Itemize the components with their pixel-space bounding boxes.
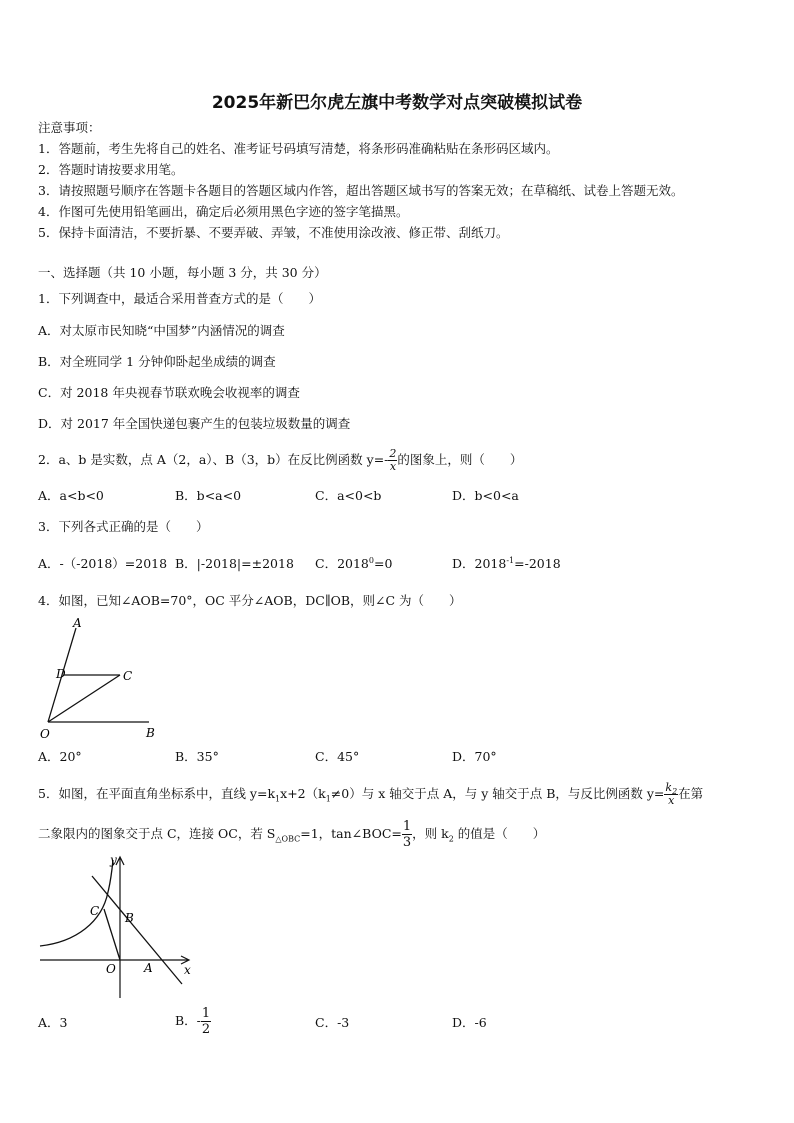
q5-stem-line2	[38, 817, 545, 851]
q2-stem-end: 的图象上，则（ ）	[397, 452, 523, 467]
q5-option-d: D．-6	[452, 1015, 487, 1030]
q5-sub: 1	[275, 794, 281, 804]
q4-option-a: A．20°	[38, 749, 82, 764]
q5-figure	[36, 852, 198, 1002]
q2-frac-num: 2	[389, 447, 397, 460]
q3-option-d-exp: -1	[506, 555, 515, 565]
q5-option-b-sign: B．-	[175, 1013, 201, 1028]
q4-label-o: O	[40, 727, 50, 741]
q5-tan-num: 1	[402, 819, 412, 834]
q5-option-b-num: 1	[201, 1006, 211, 1021]
q5-option-a: A．3	[38, 1015, 68, 1030]
q2-option-d: D．b<0<a	[452, 488, 519, 503]
q5-sub: 2	[448, 834, 454, 844]
q5-frac-den: x	[668, 794, 675, 807]
notice-item: 5．保持卡面清洁，不要折暴、不要弄破、弄皱，不准使用涂改液、修正带、刮纸刀。	[38, 225, 509, 240]
notice-item: 4．作图可先使用铅笔画出，确定后必须用黑色字迹的签字笔描黑。	[38, 204, 409, 219]
notice-item: 2．答题时请按要求用笔。	[38, 162, 184, 177]
q5-frac-k: k	[665, 781, 673, 794]
q2-option-a: A．a<b<0	[38, 488, 104, 503]
q3-option-d	[452, 556, 561, 572]
q5-frac-k-sub: 2	[672, 787, 678, 797]
q5-text: ，则 k	[412, 826, 449, 841]
q5-text: 二象限内的图象交于点 C，连接 OC，若 S	[38, 826, 276, 841]
q4-label-d: D	[56, 667, 66, 681]
q1-option-a: A．对太原市民知晓“中国梦”内涵情况的调查	[38, 323, 285, 338]
q3-option-a: A．-（-2018）=2018	[38, 556, 168, 571]
q1-option-d: D．对 2017 年全国快递包裹产生的包装垃圾数量的调查	[38, 416, 351, 431]
q3-option-c-base: C．2018	[315, 556, 369, 571]
q5-segment-oc	[104, 909, 120, 960]
q4-stem: 4．如图，已知∠AOB=70°，OC 平分∠AOB，DC∥OB，则∠C 为（ ）	[38, 593, 462, 608]
q5-option-b	[175, 1004, 211, 1038]
q2-option-c: C．a<0<b	[315, 488, 382, 503]
q5-hyperbola	[40, 860, 113, 946]
q4-option-d: D．70°	[452, 749, 497, 764]
q5-tan-fraction	[402, 819, 412, 850]
q4-figure	[36, 614, 166, 742]
q5-option-b-fraction	[201, 1006, 211, 1037]
q2-option-b: B．b<a<0	[175, 488, 242, 503]
section-heading: 一、选择题（共 10 小题，每小题 3 分，共 30 分）	[38, 265, 327, 280]
q3-option-c-exp: 0	[368, 555, 374, 565]
q5-label-o: O	[106, 962, 116, 976]
q4-segment-oc	[48, 675, 120, 722]
q5-text: =1，tan∠BOC=	[300, 826, 402, 841]
q3-stem: 3．下列各式正确的是（ ）	[38, 519, 209, 534]
q5-k2-fraction	[664, 782, 678, 807]
q5-text: 5．如图，在平面直角坐标系中，直线 y=k	[38, 786, 276, 801]
q3-option-d-tail: =-2018	[514, 556, 561, 571]
notice-item: 3．请按照题号顺序在答题卡各题目的答题区域内作答，超出答题区域书写的答案无效；在草稿纸、试卷上答题无效。	[38, 183, 684, 198]
q4-label-c: C	[123, 669, 133, 683]
q3-option-c	[315, 556, 392, 572]
q5-label-b: B	[125, 911, 134, 925]
q5-text: 在第	[678, 786, 704, 801]
q3-option-c-tail: =0	[373, 556, 393, 571]
q1-option-b: B．对全班同学 1 分钟仰卧起坐成绩的调查	[38, 354, 276, 369]
q5-sub: 1	[325, 794, 331, 804]
q5-text: x+2（k	[280, 786, 326, 801]
q5-option-c: C．-3	[315, 1015, 350, 1030]
q4-label-b: B	[146, 726, 155, 740]
q1-stem: 1．下列调查中，最适合采用普查方式的是（ ）	[38, 291, 321, 306]
q2-stem-start: 2．a、b 是实数，点 A（2，a）、B（3，b）在反比例函数 y=-	[38, 452, 389, 467]
q5-label-c: C	[90, 904, 100, 918]
q2-stem	[38, 445, 522, 475]
q4-option-b: B．35°	[175, 749, 219, 764]
q4-option-c: C．45°	[315, 749, 360, 764]
q4-label-a: A	[73, 616, 82, 630]
q5-option-b-den: 2	[201, 1022, 211, 1037]
q1-option-c: C．对 2018 年央视春节联欢晚会收视率的调查	[38, 385, 300, 400]
notice-heading: 注意事项：	[38, 120, 101, 135]
q5-label-y: y	[110, 853, 117, 867]
q3-option-b: B．|-2018|=±2018	[175, 556, 294, 571]
q5-sub: △OBC	[275, 834, 301, 844]
q5-text: 的值是（ ）	[453, 826, 546, 841]
q5-label-a: A	[144, 961, 153, 975]
q5-stem-line1	[38, 778, 703, 810]
q5-label-x: x	[184, 963, 191, 977]
notice-item: 1．答题前，考生先将自己的姓名、准考证号码填写清楚，将条形码准确粘贴在条形码区域内。	[38, 141, 559, 156]
q2-frac-den: x	[389, 460, 397, 473]
q5-text: ≠0）与 x 轴交于点 A，与 y 轴交于点 B，与反比例函数 y=	[330, 786, 665, 801]
q3-option-d-base: D．2018	[452, 556, 507, 571]
q5-tan-den: 3	[402, 835, 412, 850]
page-title: 2025年新巴尔虎左旗中考数学对点突破模拟试卷	[211, 93, 583, 113]
